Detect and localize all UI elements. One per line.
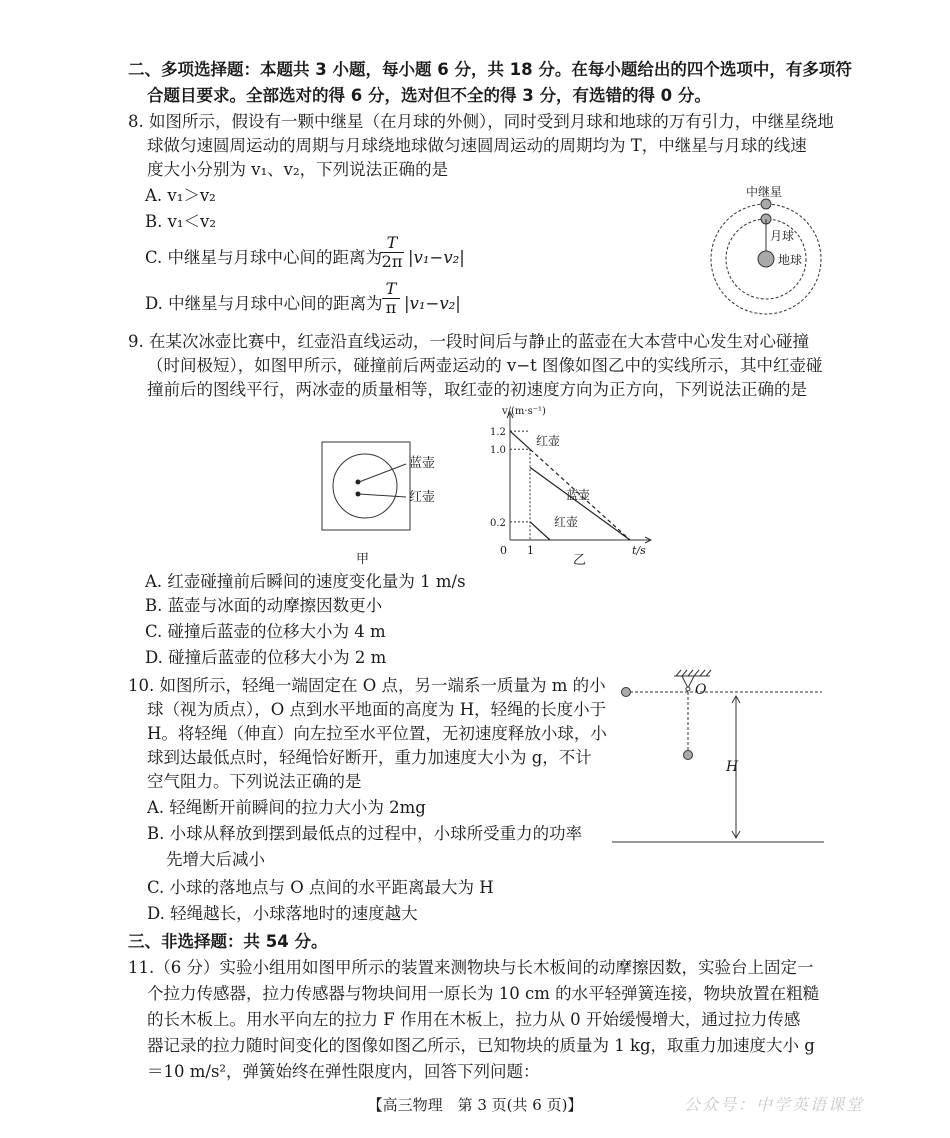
- q10-stem-line2: 球（视为质点），O 点到水平地面的高度为 H，轻绳的长度小于: [147, 700, 607, 719]
- q8-option-c-fraction: [380, 234, 404, 271]
- q8-stem-line3: 度大小分别为 v₁、v₂，下列说法正确的是: [147, 160, 449, 179]
- q8-option-d-fraction: [382, 280, 400, 317]
- ceiling-hatch: [676, 670, 711, 676]
- series-line-1: [530, 467, 630, 540]
- house-circle: [333, 454, 397, 518]
- q10-stem-line5: 空气阻力。下列说法正确的是: [147, 772, 362, 791]
- label-moon: 月球: [770, 229, 795, 243]
- q9-stem-line1: 9. 在某次冰壶比赛中，红壶沿直线运动，一段时间后与静止的蓝壶在大本营中心发生对心碰撞: [128, 332, 809, 351]
- q9-stem-line3: 撞前后的图线平行，两冰壶的质量相等，取红壶的初速度方向为正方向，下列说法正确的是: [147, 380, 807, 399]
- q9-figure-a: [318, 436, 458, 566]
- q8-option-c-numerator: T: [386, 233, 398, 252]
- q8-stem-line2: 球做匀速圆周运动的周期与月球绕地球做匀速圆周运动的周期均为 T，中继星与月球的线速: [147, 136, 807, 155]
- q8-option-c-abs: |v₁−v₂|: [408, 248, 465, 267]
- label-earth: 地球: [778, 253, 803, 267]
- q8-option-c: [145, 246, 382, 270]
- figure-a-caption: 甲: [356, 552, 370, 566]
- q8-option-d-text: D. 中继星与月球中心间的距离为: [145, 294, 383, 313]
- series-line-2: [530, 522, 550, 540]
- q8-option-d: [145, 292, 383, 316]
- pivot-O: [686, 687, 690, 691]
- label-red-stone: 红壶: [409, 490, 436, 505]
- q11-stem-line4: 器记录的拉力随时间变化的图像如图乙所示，已知物块的质量为 1 kg，取重力加速度大小 g: [147, 1036, 815, 1055]
- series-label: 红壶: [554, 514, 579, 529]
- q10-pendulum-figure: [612, 666, 832, 852]
- q9-option-d: D. 碰撞后蓝壶的位移大小为 2 m: [145, 648, 387, 667]
- q8-option-d-numerator: T: [385, 279, 397, 298]
- q10-stem-line4: 球到达最低点时，轻绳恰好断开，重力加速度大小为 g，不计: [147, 748, 592, 767]
- q11-stem-line1: 11.（6 分）实验小组用如图甲所示的装置来测物块与长木板间的动摩擦因数，实验台上固定一: [128, 958, 814, 977]
- q10-option-b-line2: 先增大后减小: [166, 850, 265, 869]
- y-tick-label: 1.2: [490, 427, 506, 439]
- series-label: 蓝壶: [566, 488, 591, 503]
- y-axis-label: v/(m·s⁻¹): [502, 406, 546, 417]
- q8-option-d-denominator: π: [382, 298, 400, 317]
- label-relay: 中继星: [746, 185, 783, 199]
- watermark: 公众号：中学英语课堂: [684, 1095, 865, 1114]
- red-pointer: [359, 494, 406, 497]
- y-tick-label: 0.2: [490, 517, 506, 529]
- x-tick-label: 1: [527, 544, 534, 557]
- x-axis-label: t/s: [632, 544, 646, 557]
- q11-stem-line5: ＝10 m/s²，弹簧始终在弹性限度内，回答下列问题：: [147, 1062, 540, 1081]
- section2-heading-line1: 二、多项选择题：本题共 3 小题，每小题 6 分，共 18 分。在每小题给出的四个选项中，有多项符: [128, 60, 852, 79]
- q10-option-d: D. 轻绳越长，小球落地时的速度越大: [147, 904, 418, 923]
- page-footer: 【高三物理 第 3 页(共 6 页)】: [367, 1096, 583, 1114]
- relay-satellite: [761, 199, 771, 209]
- section2-heading-line2: 合题目要求。全部选对的得 6 分，选对但不全的得 3 分，有选错的得 0 分。: [147, 86, 711, 105]
- q8-option-c-text: C. 中继星与月球中心间的距离为: [145, 248, 383, 267]
- q8-orbit-figure: [700, 180, 840, 320]
- q9-option-a: A. 红壶碰撞前后瞬间的速度变化量为 1 m/s: [145, 572, 466, 591]
- q9-stem-line2: （时间极短），如图甲所示，碰撞前后两壶运动的 v−t 图像如图乙中的实线所示，其中红壶碰: [147, 356, 823, 375]
- q11-stem-line3: 的长木板上。用水平向左的拉力 F 作用在木板上，拉力从 0 开始缓慢增大，通过拉力传感: [147, 1010, 801, 1029]
- q8-stem-line1: 8. 如图所示，假设有一颗中继星（在月球的外侧），同时受到月球和地球的万有引力，中继星绕地: [128, 112, 834, 131]
- q9-option-b: B. 蓝壶与冰面的动摩擦因数更小: [145, 596, 383, 615]
- series-line-0: [510, 431, 530, 449]
- ball-start: [622, 688, 631, 697]
- series-label: 红壶: [536, 434, 561, 449]
- q11-stem-line2: 个拉力传感器，拉力传感器与物块间用一原长为 10 cm 的水平轻弹簧连接，物块放置在粗糙: [147, 984, 820, 1003]
- q8-option-b: B. v₁＜v₂: [145, 212, 216, 231]
- q8-option-a: A. v₁＞v₂: [145, 186, 216, 205]
- x-tick-label: 0: [500, 544, 507, 557]
- blue-pointer: [359, 464, 406, 482]
- q10-option-c: C. 小球的落地点与 O 点间的水平距离最大为 H: [147, 878, 494, 897]
- section3-heading: 三、非选择题：共 54 分。: [128, 932, 328, 951]
- label-O: O: [695, 682, 707, 698]
- earth: [758, 251, 774, 267]
- q9-option-c: C. 碰撞后蓝壶的位移大小为 4 m: [145, 622, 386, 641]
- q8-option-c-denominator: 2π: [381, 252, 403, 271]
- y-tick-label: 1.0: [490, 445, 506, 457]
- q10-option-b-line1: B. 小球从释放到摆到最低点的过程中，小球所受重力的功率: [147, 824, 583, 843]
- q9-vt-chart: [478, 404, 658, 570]
- q8-option-d-abs: |v₁−v₂|: [404, 294, 461, 313]
- pivot-bracket: [682, 676, 694, 688]
- ball-lowest: [684, 751, 693, 760]
- figure-b-caption: 乙: [573, 553, 587, 568]
- q10-option-a: A. 轻绳断开前瞬间的拉力大小为 2mg: [147, 798, 426, 817]
- q10-stem-line1: 10. 如图所示，轻绳一端固定在 O 点，另一端系一质量为 m 的小: [128, 676, 606, 695]
- q10-stem-line3: H。将轻绳（伸直）向左拉至水平位置，无初速度释放小球，小: [147, 724, 607, 743]
- label-blue-stone: 蓝壶: [409, 456, 436, 471]
- label-H: H: [726, 759, 739, 775]
